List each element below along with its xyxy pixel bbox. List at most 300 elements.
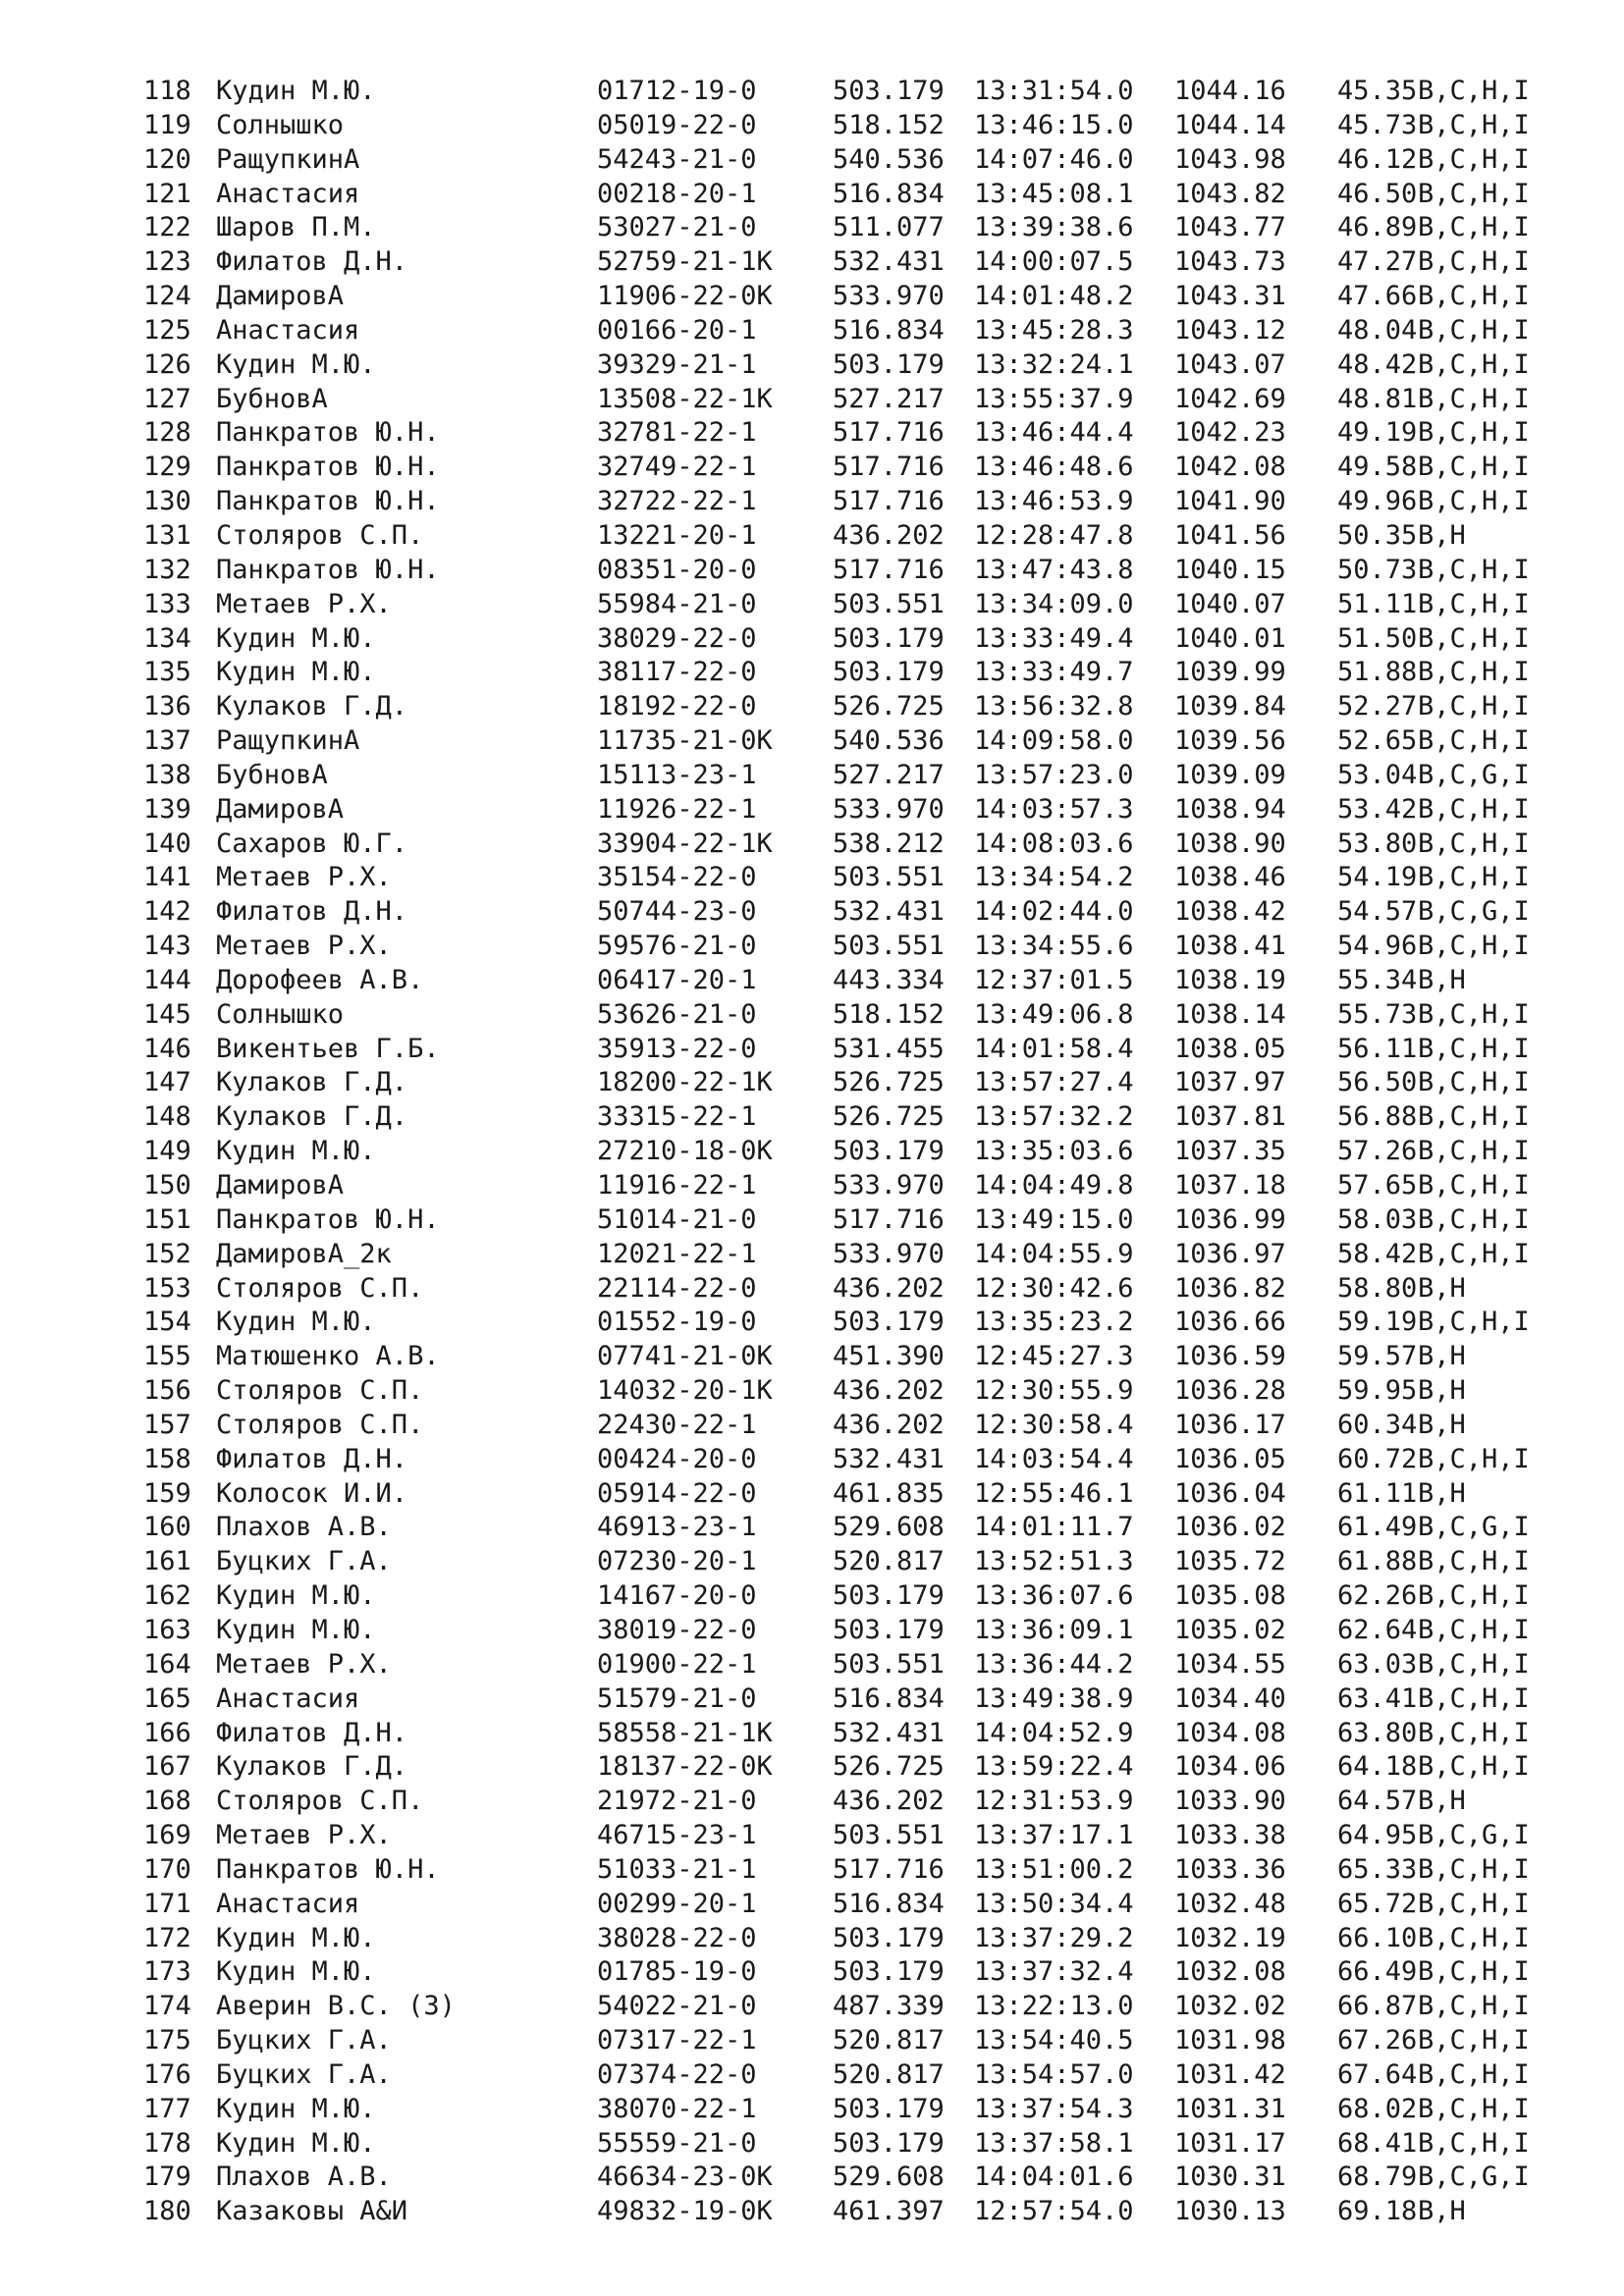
category-codes: B,C,H,I (1418, 1307, 1530, 1338)
arrival-time: 13:57:32.2 (974, 1101, 1134, 1133)
arrival-time: 13:33:49.7 (974, 657, 1134, 688)
distance: 503.551 (833, 588, 945, 619)
arrival-time: 14:04:52.9 (974, 1717, 1134, 1748)
owner-name: Панкратов Ю.Н. (216, 1203, 440, 1235)
speed: 1035.08 (1174, 1580, 1286, 1612)
points: 58.80 (1337, 1272, 1418, 1304)
points: 60.72 (1337, 1443, 1418, 1474)
ring-number: 11735-21-0K (597, 725, 773, 757)
place-number: 138 (143, 759, 191, 790)
distance: 517.716 (833, 1203, 945, 1235)
place-number: 167 (143, 1751, 191, 1783)
distance: 503.179 (833, 1956, 945, 1988)
distance: 540.536 (833, 725, 945, 757)
distance: 487.339 (833, 1991, 945, 2022)
place-number: 159 (143, 1477, 191, 1509)
points: 68.79 (1337, 2162, 1418, 2193)
ring-number: 18192-22-0 (597, 691, 757, 722)
place-number: 174 (143, 1991, 191, 2022)
speed: 1032.19 (1174, 1922, 1286, 1953)
owner-name: Солнышко (216, 109, 345, 140)
distance: 443.334 (833, 964, 945, 995)
owner-name: Столяров С.П. (216, 1409, 424, 1440)
points: 57.65 (1337, 1170, 1418, 1201)
points: 48.04 (1337, 314, 1418, 346)
distance: 511.077 (833, 212, 945, 243)
distance: 436.202 (833, 1786, 945, 1817)
category-codes: B,C,H,I (1418, 1580, 1530, 1612)
owner-name: Кулаков Г.Д. (216, 1751, 408, 1783)
ring-number: 38019-22-0 (597, 1614, 757, 1645)
place-number: 149 (143, 1136, 191, 1167)
ring-number: 11926-22-1 (597, 793, 757, 825)
arrival-time: 13:49:15.0 (974, 1203, 1134, 1235)
arrival-time: 13:36:09.1 (974, 1614, 1134, 1645)
distance: 532.431 (833, 896, 945, 928)
arrival-time: 13:39:38.6 (974, 212, 1134, 243)
points: 57.26 (1337, 1136, 1418, 1167)
place-number: 135 (143, 657, 191, 688)
arrival-time: 13:54:57.0 (974, 2058, 1134, 2090)
points: 59.95 (1337, 1375, 1418, 1407)
category-codes: B,C,H,I (1418, 1067, 1530, 1098)
ring-number: 05914-22-0 (597, 1477, 757, 1509)
ring-number: 35913-22-0 (597, 1033, 757, 1064)
speed: 1038.41 (1174, 931, 1286, 962)
points: 47.27 (1337, 246, 1418, 278)
points: 61.49 (1337, 1512, 1418, 1543)
distance: 533.970 (833, 1170, 945, 1201)
owner-name: Кудин М.Ю. (216, 1136, 376, 1167)
points: 54.96 (1337, 931, 1418, 962)
points: 67.64 (1337, 2058, 1418, 2090)
speed: 1043.77 (1174, 212, 1286, 243)
arrival-time: 13:46:53.9 (974, 486, 1134, 517)
speed: 1040.15 (1174, 554, 1286, 585)
speed: 1044.14 (1174, 109, 1286, 140)
owner-name: Кудин М.Ю. (216, 622, 376, 654)
points: 69.18 (1337, 2196, 1418, 2227)
owner-name: Кудин М.Ю. (216, 2127, 376, 2159)
speed: 1036.99 (1174, 1203, 1286, 1235)
ring-number: 01900-22-1 (597, 1648, 757, 1680)
ring-number: 15113-23-1 (597, 759, 757, 790)
arrival-time: 13:33:49.4 (974, 622, 1134, 654)
place-number: 157 (143, 1409, 191, 1440)
owner-name: Столяров С.П. (216, 519, 424, 551)
arrival-time: 13:55:37.9 (974, 383, 1134, 414)
ring-number: 51033-21-1 (597, 1853, 757, 1885)
points: 64.18 (1337, 1751, 1418, 1783)
points: 67.26 (1337, 2025, 1418, 2056)
speed: 1042.08 (1174, 452, 1286, 483)
ring-number: 38028-22-0 (597, 1922, 757, 1953)
speed: 1043.98 (1174, 143, 1286, 175)
distance: 520.817 (833, 2025, 945, 2056)
points: 66.10 (1337, 1922, 1418, 1953)
category-codes: B,C,H,I (1418, 1853, 1530, 1885)
category-codes: B,H (1418, 1786, 1466, 1817)
arrival-time: 13:46:44.4 (974, 417, 1134, 449)
speed: 1044.16 (1174, 76, 1286, 106)
points: 53.42 (1337, 793, 1418, 825)
owner-name: ДамировА (216, 793, 345, 825)
arrival-time: 14:00:07.5 (974, 246, 1134, 278)
owner-name: Аверин В.С. (З) (216, 1991, 456, 2022)
owner-name: Солнышко (216, 998, 345, 1030)
points: 64.95 (1337, 1820, 1418, 1851)
points: 62.64 (1337, 1614, 1418, 1645)
place-number: 164 (143, 1648, 191, 1680)
points: 47.66 (1337, 281, 1418, 312)
distance: 461.835 (833, 1477, 945, 1509)
speed: 1035.02 (1174, 1614, 1286, 1645)
category-codes: B,C,H,I (1418, 212, 1530, 243)
ring-number: 07317-22-1 (597, 2025, 757, 2056)
category-codes: B,C,H,I (1418, 143, 1530, 175)
owner-name: Сахаров Ю.Г. (216, 828, 408, 859)
arrival-time: 13:46:48.6 (974, 452, 1134, 483)
points: 59.57 (1337, 1341, 1418, 1372)
category-codes: B,C,H,I (1418, 1682, 1530, 1714)
distance: 516.834 (833, 1888, 945, 1919)
speed: 1038.14 (1174, 998, 1286, 1030)
place-number: 119 (143, 109, 191, 140)
place-number: 172 (143, 1922, 191, 1953)
category-codes: B,C,H,I (1418, 1136, 1530, 1167)
arrival-time: 12:30:58.4 (974, 1409, 1134, 1440)
speed: 1033.36 (1174, 1853, 1286, 1885)
ring-number: 00424-20-0 (597, 1443, 757, 1474)
ring-number: 54243-21-0 (597, 143, 757, 175)
points: 49.96 (1337, 486, 1418, 517)
arrival-time: 12:45:27.3 (974, 1341, 1134, 1372)
ring-number: 32722-22-1 (597, 486, 757, 517)
points: 51.11 (1337, 588, 1418, 619)
place-number: 140 (143, 828, 191, 859)
distance: 532.431 (833, 1717, 945, 1748)
owner-name: Панкратов Ю.Н. (216, 554, 440, 585)
points: 68.41 (1337, 2127, 1418, 2159)
ring-number: 18200-22-1K (597, 1067, 773, 1098)
speed: 1041.56 (1174, 519, 1286, 551)
category-codes: B,C,H,I (1418, 828, 1530, 859)
place-number: 129 (143, 452, 191, 483)
ring-number: 18137-22-0K (597, 1751, 773, 1783)
owner-name: ДамировА_2к (216, 1238, 392, 1269)
place-number: 122 (143, 212, 191, 243)
ring-number: 12021-22-1 (597, 1238, 757, 1269)
arrival-time: 13:36:07.6 (974, 1580, 1134, 1612)
points: 61.11 (1337, 1477, 1418, 1509)
category-codes: B,C,H,I (1418, 246, 1530, 278)
arrival-time: 13:59:22.4 (974, 1751, 1134, 1783)
category-codes: B,C,H,I (1418, 486, 1530, 517)
ring-number: 14167-20-0 (597, 1580, 757, 1612)
place-number: 118 (143, 76, 191, 106)
points: 55.34 (1337, 964, 1418, 995)
place-number: 123 (143, 246, 191, 278)
points: 53.80 (1337, 828, 1418, 859)
distance: 503.551 (833, 862, 945, 893)
arrival-time: 13:35:03.6 (974, 1136, 1134, 1167)
speed: 1039.56 (1174, 725, 1286, 757)
ring-number: 01552-19-0 (597, 1307, 757, 1338)
speed: 1037.18 (1174, 1170, 1286, 1201)
speed: 1037.97 (1174, 1067, 1286, 1098)
owner-name: Метаев Р.Х. (216, 862, 392, 893)
category-codes: B,H (1418, 1375, 1466, 1407)
ring-number: 07741-21-0K (597, 1341, 773, 1372)
arrival-time: 13:37:54.3 (974, 2093, 1134, 2124)
speed: 1034.08 (1174, 1717, 1286, 1748)
place-number: 141 (143, 862, 191, 893)
points: 50.73 (1337, 554, 1418, 585)
points: 63.80 (1337, 1717, 1418, 1748)
arrival-time: 13:46:15.0 (974, 109, 1134, 140)
speed: 1038.42 (1174, 896, 1286, 928)
arrival-time: 13:56:32.8 (974, 691, 1134, 722)
arrival-time: 13:34:55.6 (974, 931, 1134, 962)
owner-name: Панкратов Ю.Н. (216, 1853, 440, 1885)
points: 56.88 (1337, 1101, 1418, 1133)
points: 68.02 (1337, 2093, 1418, 2124)
points: 50.35 (1337, 519, 1418, 551)
speed: 1042.69 (1174, 383, 1286, 414)
distance: 503.179 (833, 1136, 945, 1167)
points: 66.87 (1337, 1991, 1418, 2022)
place-number: 166 (143, 1717, 191, 1748)
ring-number: 06417-20-1 (597, 964, 757, 995)
distance: 503.179 (833, 1307, 945, 1338)
category-codes: B,C,H,I (1418, 1443, 1530, 1474)
speed: 1036.17 (1174, 1409, 1286, 1440)
speed: 1039.99 (1174, 657, 1286, 688)
ring-number: 11916-22-1 (597, 1170, 757, 1201)
speed: 1037.81 (1174, 1101, 1286, 1133)
speed: 1036.02 (1174, 1512, 1286, 1543)
ring-number: 08351-20-0 (597, 554, 757, 585)
arrival-time: 12:57:54.0 (974, 2196, 1134, 2227)
ring-number: 49832-19-0K (597, 2196, 773, 2227)
place-number: 132 (143, 554, 191, 585)
ring-number: 11906-22-0K (597, 281, 773, 312)
place-number: 162 (143, 1580, 191, 1612)
ring-number: 38070-22-1 (597, 2093, 757, 2124)
ring-number: 07230-20-1 (597, 1546, 757, 1577)
owner-name: Метаев Р.Х. (216, 1648, 392, 1680)
ring-number: 51579-21-0 (597, 1682, 757, 1714)
speed: 1042.23 (1174, 417, 1286, 449)
place-number: 151 (143, 1203, 191, 1235)
distance: 516.834 (833, 178, 945, 209)
owner-name: Кудин М.Ю. (216, 1614, 376, 1645)
points: 65.72 (1337, 1888, 1418, 1919)
distance: 526.725 (833, 691, 945, 722)
owner-name: Филатов Д.Н. (216, 1717, 408, 1748)
distance: 529.608 (833, 1512, 945, 1543)
distance: 532.431 (833, 246, 945, 278)
points: 52.27 (1337, 691, 1418, 722)
points: 45.73 (1337, 109, 1418, 140)
owner-name: Кудин М.Ю. (216, 1307, 376, 1338)
points: 48.81 (1337, 383, 1418, 414)
points: 49.58 (1337, 452, 1418, 483)
category-codes: B,C,H,I (1418, 862, 1530, 893)
owner-name: Столяров С.П. (216, 1375, 424, 1407)
owner-name: Столяров С.П. (216, 1786, 424, 1817)
owner-name: Кулаков Г.Д. (216, 1101, 408, 1133)
place-number: 125 (143, 314, 191, 346)
place-number: 134 (143, 622, 191, 654)
distance: 516.834 (833, 314, 945, 346)
speed: 1031.31 (1174, 2093, 1286, 2124)
place-number: 163 (143, 1614, 191, 1645)
ring-number: 39329-21-1 (597, 348, 757, 380)
owner-name: РащупкинА (216, 143, 360, 175)
owner-name: Кудин М.Ю. (216, 1580, 376, 1612)
owner-name: Филатов Д.Н. (216, 896, 408, 928)
place-number: 153 (143, 1272, 191, 1304)
ring-number: 55984-21-0 (597, 588, 757, 619)
category-codes: B,C,H,I (1418, 793, 1530, 825)
category-codes: B,H (1418, 964, 1466, 995)
place-number: 176 (143, 2058, 191, 2090)
distance: 503.179 (833, 1614, 945, 1645)
place-number: 173 (143, 1956, 191, 1988)
distance: 540.536 (833, 143, 945, 175)
distance: 503.179 (833, 1922, 945, 1953)
arrival-time: 13:52:51.3 (974, 1546, 1134, 1577)
arrival-time: 13:51:00.2 (974, 1853, 1134, 1885)
ring-number: 35154-22-0 (597, 862, 757, 893)
distance: 538.212 (833, 828, 945, 859)
arrival-time: 13:36:44.2 (974, 1648, 1134, 1680)
arrival-time: 13:37:17.1 (974, 1820, 1134, 1851)
distance: 517.716 (833, 1853, 945, 1885)
distance: 503.179 (833, 622, 945, 654)
owner-name: БубновА (216, 759, 328, 790)
distance: 529.608 (833, 2162, 945, 2193)
owner-name: Филатов Д.Н. (216, 1443, 408, 1474)
category-codes: B,C,H,I (1418, 2058, 1530, 2090)
points: 55.73 (1337, 998, 1418, 1030)
place-number: 128 (143, 417, 191, 449)
speed: 1032.08 (1174, 1956, 1286, 1988)
owner-name: Кудин М.Ю. (216, 1922, 376, 1953)
points: 45.35 (1337, 76, 1418, 106)
distance: 520.817 (833, 2058, 945, 2090)
arrival-time: 13:37:32.4 (974, 1956, 1134, 1988)
place-number: 156 (143, 1375, 191, 1407)
distance: 503.179 (833, 2093, 945, 2124)
points: 58.42 (1337, 1238, 1418, 1269)
distance: 518.152 (833, 109, 945, 140)
category-codes: B,C,H,I (1418, 1956, 1530, 1988)
owner-name: Анастасия (216, 1682, 360, 1714)
ring-number: 46634-23-0K (597, 2162, 773, 2193)
category-codes: B,C,H,I (1418, 998, 1530, 1030)
distance: 503.179 (833, 2127, 945, 2159)
place-number: 139 (143, 793, 191, 825)
arrival-time: 13:32:24.1 (974, 348, 1134, 380)
arrival-time: 13:22:13.0 (974, 1991, 1134, 2022)
points: 63.41 (1337, 1682, 1418, 1714)
points: 59.19 (1337, 1307, 1418, 1338)
category-codes: B,C,H,I (1418, 1888, 1530, 1919)
ring-number: 38117-22-0 (597, 657, 757, 688)
category-codes: B,C,H,I (1418, 1991, 1530, 2022)
category-codes: B,C,G,I (1418, 2162, 1530, 2193)
ring-number: 05019-22-0 (597, 109, 757, 140)
ring-number: 55559-21-0 (597, 2127, 757, 2159)
category-codes: B,H (1418, 1477, 1466, 1509)
owner-name: Кулаков Г.Д. (216, 691, 408, 722)
arrival-time: 13:31:54.0 (974, 76, 1134, 106)
speed: 1031.17 (1174, 2127, 1286, 2159)
arrival-time: 14:04:49.8 (974, 1170, 1134, 1201)
distance: 517.716 (833, 417, 945, 449)
points: 49.19 (1337, 417, 1418, 449)
ring-number: 50744-23-0 (597, 896, 757, 928)
points: 54.19 (1337, 862, 1418, 893)
speed: 1038.90 (1174, 828, 1286, 859)
arrival-time: 14:01:58.4 (974, 1033, 1134, 1064)
category-codes: B,C,H,I (1418, 1614, 1530, 1645)
distance: 503.179 (833, 1580, 945, 1612)
owner-name: Буцких Г.А. (216, 2025, 392, 2056)
arrival-time: 14:01:48.2 (974, 281, 1134, 312)
category-codes: B,C,H,I (1418, 76, 1530, 106)
points: 46.50 (1337, 178, 1418, 209)
arrival-time: 13:34:09.0 (974, 588, 1134, 619)
arrival-time: 13:37:58.1 (974, 2127, 1134, 2159)
distance: 517.716 (833, 452, 945, 483)
category-codes: B,C,H,I (1418, 383, 1530, 414)
points: 65.33 (1337, 1853, 1418, 1885)
category-codes: B,H (1418, 2196, 1466, 2227)
category-codes: B,C,H,I (1418, 657, 1530, 688)
place-number: 152 (143, 1238, 191, 1269)
category-codes: B,H (1418, 519, 1466, 551)
distance: 517.716 (833, 486, 945, 517)
distance: 436.202 (833, 1409, 945, 1440)
place-number: 144 (143, 964, 191, 995)
owner-name: Плахов А.В. (216, 2162, 392, 2193)
points: 66.49 (1337, 1956, 1418, 1988)
place-number: 178 (143, 2127, 191, 2159)
distance: 503.179 (833, 348, 945, 380)
speed: 1043.07 (1174, 348, 1286, 380)
ring-number: 01712-19-0 (597, 76, 757, 106)
place-number: 148 (143, 1101, 191, 1133)
place-number: 120 (143, 143, 191, 175)
owner-name: Метаев Р.Х. (216, 588, 392, 619)
arrival-time: 13:35:23.2 (974, 1307, 1134, 1338)
speed: 1034.55 (1174, 1648, 1286, 1680)
category-codes: B,C,H,I (1418, 1033, 1530, 1064)
owner-name: Матюшенко А.В. (216, 1341, 440, 1372)
speed: 1043.12 (1174, 314, 1286, 346)
distance: 436.202 (833, 519, 945, 551)
place-number: 179 (143, 2162, 191, 2193)
speed: 1038.94 (1174, 793, 1286, 825)
category-codes: B,C,G,I (1418, 896, 1530, 928)
ring-number: 00166-20-1 (597, 314, 757, 346)
speed: 1034.06 (1174, 1751, 1286, 1783)
arrival-time: 13:49:38.9 (974, 1682, 1134, 1714)
place-number: 126 (143, 348, 191, 380)
